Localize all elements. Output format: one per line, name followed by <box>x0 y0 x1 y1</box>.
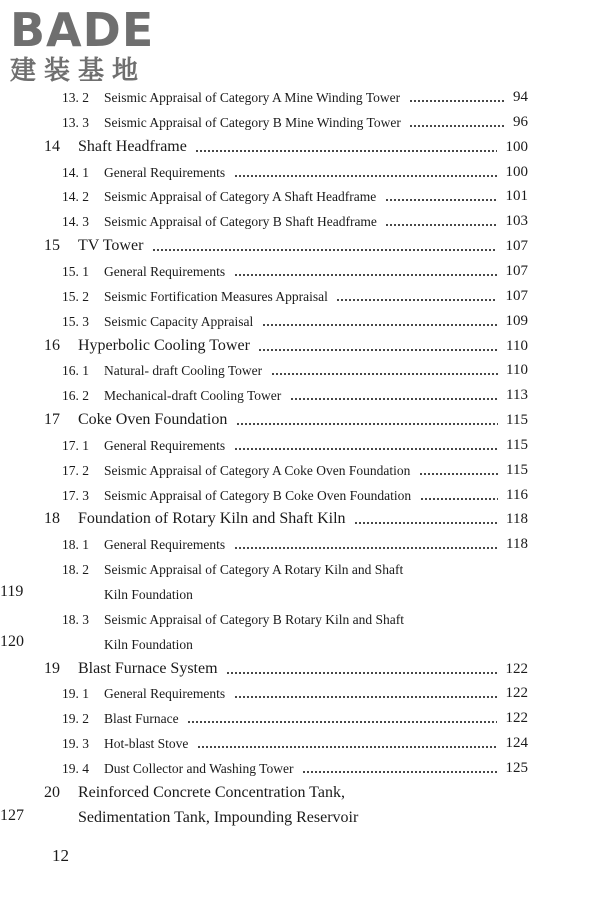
toc-dot-leader <box>234 547 498 549</box>
toc-entry-number: 14. 3 <box>62 214 89 230</box>
toc-entry-page: 120 <box>0 632 24 650</box>
toc-section-row[interactable] <box>0 757 600 782</box>
toc-dot-leader <box>234 175 497 177</box>
toc-dot-leader <box>419 473 498 475</box>
toc-entry-page: 107 <box>505 287 528 304</box>
toc-entry-title: Seismic Appraisal of Category A Rotary Kiln and Shaft <box>104 562 404 578</box>
toc-section-row[interactable] <box>0 161 600 186</box>
toc-entry-number: 15. 1 <box>62 263 89 279</box>
toc-dot-leader <box>262 324 497 326</box>
toc-entry-number: 15 <box>44 237 60 255</box>
toc-dot-leader <box>409 100 505 102</box>
toc-dot-leader <box>302 771 497 773</box>
toc-entry-page: 107 <box>505 238 528 255</box>
toc-entry-number: 20 <box>44 783 60 801</box>
toc-entry-page: 125 <box>505 759 528 776</box>
toc-entry-page: 122 <box>505 710 528 727</box>
toc-section-row[interactable] <box>0 533 600 558</box>
toc-entry-page: 116 <box>506 486 528 503</box>
toc-entry-title: General Requirements <box>104 537 226 553</box>
toc-dot-leader <box>385 199 497 201</box>
toc-section-row[interactable] <box>0 633 600 658</box>
toc-entry-title: Seismic Appraisal of Category B Rotary Kiln and Shaft <box>104 611 404 627</box>
toc-entry-title: Natural- draft Cooling Tower <box>104 363 263 379</box>
toc-entry-number: 16. 2 <box>62 388 89 404</box>
toc-entry-title: General Requirements <box>104 437 226 453</box>
toc-section-row[interactable] <box>0 111 600 136</box>
toc-entry-number: 16. 1 <box>62 363 89 379</box>
toc-entry-page: 124 <box>505 735 528 752</box>
toc-entry-title: Blast Furnace System <box>78 659 218 677</box>
toc-chapter-row[interactable] <box>0 235 600 260</box>
toc-entry-title: Hot-blast Stove <box>104 736 189 752</box>
toc-entry-number: 17. 1 <box>62 437 89 453</box>
toc-section-row[interactable] <box>0 210 600 235</box>
toc-section-row[interactable] <box>0 707 600 732</box>
toc-section-row[interactable] <box>0 434 600 459</box>
toc-entry-number: 14. 2 <box>62 189 89 205</box>
toc-entry-page: 107 <box>505 262 528 279</box>
toc-entry-number: 18. 1 <box>62 537 89 553</box>
toc-section-row[interactable] <box>0 310 600 335</box>
toc-entry-title: Blast Furnace <box>104 711 179 727</box>
toc-section-row[interactable] <box>0 359 600 384</box>
toc-entry-number: 19 <box>44 659 60 677</box>
toc-dot-leader <box>354 522 498 524</box>
toc-entry-number: 17 <box>44 411 60 429</box>
toc-entry-number: 15. 3 <box>62 313 89 329</box>
toc-entry-title: Dust Collector and Washing Tower <box>104 760 294 776</box>
toc-dot-leader <box>420 498 498 500</box>
toc-entry-title: Seismic Appraisal of Category B Mine Winding Tower <box>104 114 401 130</box>
toc-dot-leader <box>234 448 498 450</box>
toc-dot-leader <box>271 373 498 375</box>
toc-dot-leader <box>385 224 497 226</box>
logo-wordmark: BADE <box>10 3 155 57</box>
toc-entry-page: 100 <box>505 138 528 155</box>
toc-section-row[interactable] <box>0 807 600 832</box>
toc-entry-page: 110 <box>506 337 528 354</box>
toc-entry-page: 110 <box>506 362 528 379</box>
toc-chapter-row[interactable] <box>0 335 600 360</box>
toc-entry-title: Hyperbolic Cooling Tower <box>78 336 250 354</box>
toc-entry-title: Foundation of Rotary Kiln and Shaft Kiln <box>78 510 346 528</box>
toc-entry-page: 118 <box>506 511 528 528</box>
toc-entry-page: 94 <box>513 89 528 105</box>
toc-chapter-row[interactable] <box>0 409 600 434</box>
toc-entry-page: 109 <box>505 312 528 329</box>
toc-entry-number: 18. 2 <box>62 562 89 578</box>
toc-dot-leader <box>187 721 497 723</box>
toc-dot-leader <box>409 125 505 127</box>
toc-dot-leader <box>226 672 497 674</box>
toc-entry-page: 122 <box>505 685 528 702</box>
toc-entry-title: Seismic Appraisal of Category A Mine Winding Tower <box>104 90 401 105</box>
toc-entry-page: 115 <box>506 412 528 429</box>
toc-entry-page: 100 <box>505 163 528 180</box>
toc-entry-number: 17. 3 <box>62 487 89 503</box>
toc-entry-title: Seismic Appraisal of Category B Shaft Headframe <box>104 214 377 230</box>
toc-dot-leader <box>152 249 497 251</box>
toc-dot-leader <box>258 349 498 351</box>
toc-dot-leader <box>197 746 497 748</box>
toc-section-row[interactable] <box>0 558 600 583</box>
toc-entry-title: Seismic Fortification Measures Appraisal <box>104 288 328 304</box>
toc-entry-page: 127 <box>0 806 24 824</box>
toc-entry-title: Sedimentation Tank, Impounding Reservoir <box>78 808 359 826</box>
toc-entry-number: 17. 2 <box>62 462 89 478</box>
toc-entry-title: Coke Oven Foundation <box>78 411 228 429</box>
toc-dot-leader <box>234 274 497 276</box>
toc-entry-number: 15. 2 <box>62 288 89 304</box>
toc-entry-title: Kiln Foundation <box>104 636 193 652</box>
toc-entry-title: Kiln Foundation <box>104 587 193 602</box>
toc-entry-title: Seismic Appraisal of Category A Coke Oven Foundation <box>104 462 411 478</box>
toc-entry-title: General Requirements <box>104 164 226 180</box>
toc-section-row[interactable] <box>0 185 600 210</box>
toc-section-row[interactable] <box>0 484 600 509</box>
toc-entry-number: 18 <box>44 510 60 528</box>
toc-entry-number: 18. 3 <box>62 611 89 627</box>
toc-dot-leader <box>236 423 498 425</box>
toc-entry-page: 103 <box>505 213 528 230</box>
toc-entry-number: 14. 1 <box>62 164 89 180</box>
toc-chapter-row[interactable] <box>0 782 600 807</box>
toc-section-row[interactable] <box>0 608 600 633</box>
toc-dot-leader <box>195 150 497 152</box>
toc-entry-page: 115 <box>506 461 528 478</box>
toc-section-row[interactable] <box>0 285 600 310</box>
toc-dot-leader <box>234 696 497 698</box>
toc-entry-title: TV Tower <box>78 237 144 255</box>
toc-section-row[interactable] <box>0 260 600 285</box>
toc-chapter-row[interactable] <box>0 136 600 161</box>
toc-entry-page: 96 <box>513 113 528 130</box>
logo-subtitle: 建装基地 <box>10 56 147 86</box>
toc-entry-page: 101 <box>505 188 528 205</box>
toc-section-row[interactable] <box>0 384 600 409</box>
toc-entry-title: Mechanical-draft Cooling Tower <box>104 388 282 404</box>
toc-dot-leader <box>290 398 498 400</box>
toc-entry-page: 115 <box>506 436 528 453</box>
toc-entry-number: 13. 3 <box>62 114 89 130</box>
toc-section-row[interactable] <box>0 682 600 707</box>
toc-chapter-row[interactable] <box>0 508 600 533</box>
toc-chapter-row[interactable] <box>0 658 600 683</box>
toc-entry-number: 16 <box>44 336 60 354</box>
toc-section-row[interactable] <box>0 732 600 757</box>
toc-entry-number: 13. 2 <box>62 90 89 105</box>
toc-dot-leader <box>336 299 497 301</box>
page-number: 12 <box>52 846 69 865</box>
toc-entry-title: Shaft Headframe <box>78 137 187 155</box>
toc-entry-number: 19. 3 <box>62 736 89 752</box>
toc-entry-number: 19. 2 <box>62 711 89 727</box>
toc-entry-title: General Requirements <box>104 686 226 702</box>
toc-entry-page: 118 <box>506 536 528 553</box>
toc-entry-number: 19. 4 <box>62 760 89 776</box>
toc-entry-title: General Requirements <box>104 263 226 279</box>
toc-entry-page: 122 <box>505 660 528 677</box>
toc-section-row[interactable] <box>0 86 600 111</box>
toc-entry-title: Seismic Capacity Appraisal <box>104 313 254 329</box>
toc-entry-number: 14 <box>44 137 60 155</box>
toc-entry-title: Seismic Appraisal of Category B Coke Oven Foundation <box>104 487 412 503</box>
toc-entry-title: Reinforced Concrete Concentration Tank, <box>78 783 345 801</box>
toc-entry-page: 119 <box>0 583 24 600</box>
toc-entry-title: Seismic Appraisal of Category A Shaft Headframe <box>104 189 377 205</box>
toc-section-row[interactable] <box>0 583 600 608</box>
toc-section-row[interactable] <box>0 459 600 484</box>
toc-entry-number: 19. 1 <box>62 686 89 702</box>
toc-entry-page: 113 <box>506 387 528 404</box>
